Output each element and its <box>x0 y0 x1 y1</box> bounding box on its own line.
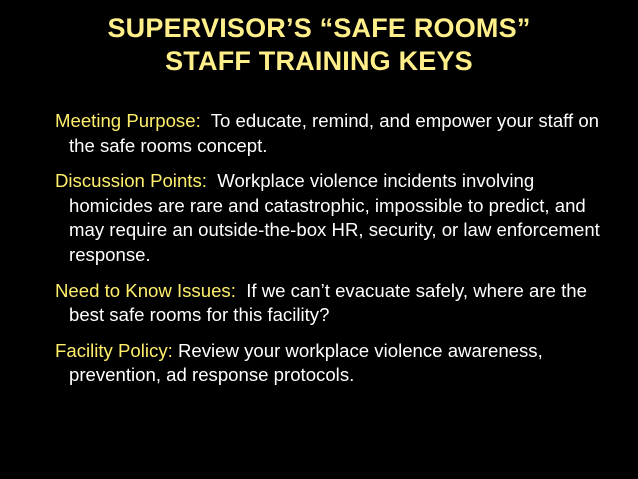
facility-policy-item <box>55 339 620 388</box>
meeting-purpose-label: Meeting Purpose: <box>55 110 201 131</box>
title-line-2: STAFF TRAINING KEYS <box>165 46 473 76</box>
discussion-points-text: Workplace violence incidents involving homicides are rare and catastrophic, impossible to predict, and may require an outside-the-box HR, security, or law enforcement response. <box>69 170 606 265</box>
need-to-know-text: If we can’t evacuate safely, where are the best safe rooms for this facility? <box>69 279 593 326</box>
facility-policy-text: Review your workplace violence awareness, prevention, ad response protocols. <box>69 339 548 386</box>
need-to-know-item <box>55 279 620 328</box>
slide-body <box>55 109 620 399</box>
facility-policy-label: Facility Policy: <box>55 339 173 361</box>
meeting-purpose-item <box>55 109 620 158</box>
meeting-purpose-text: To educate, remind, and empower your staff on the safe rooms concept. <box>69 110 605 156</box>
need-to-know-label: Need to Know Issues: <box>55 279 236 301</box>
discussion-points-label: Discussion Points: <box>55 170 207 192</box>
discussion-points-item <box>55 169 620 267</box>
slide-title <box>0 12 638 78</box>
title-line-1: SUPERVISOR’S “SAFE ROOMS” <box>107 13 531 43</box>
